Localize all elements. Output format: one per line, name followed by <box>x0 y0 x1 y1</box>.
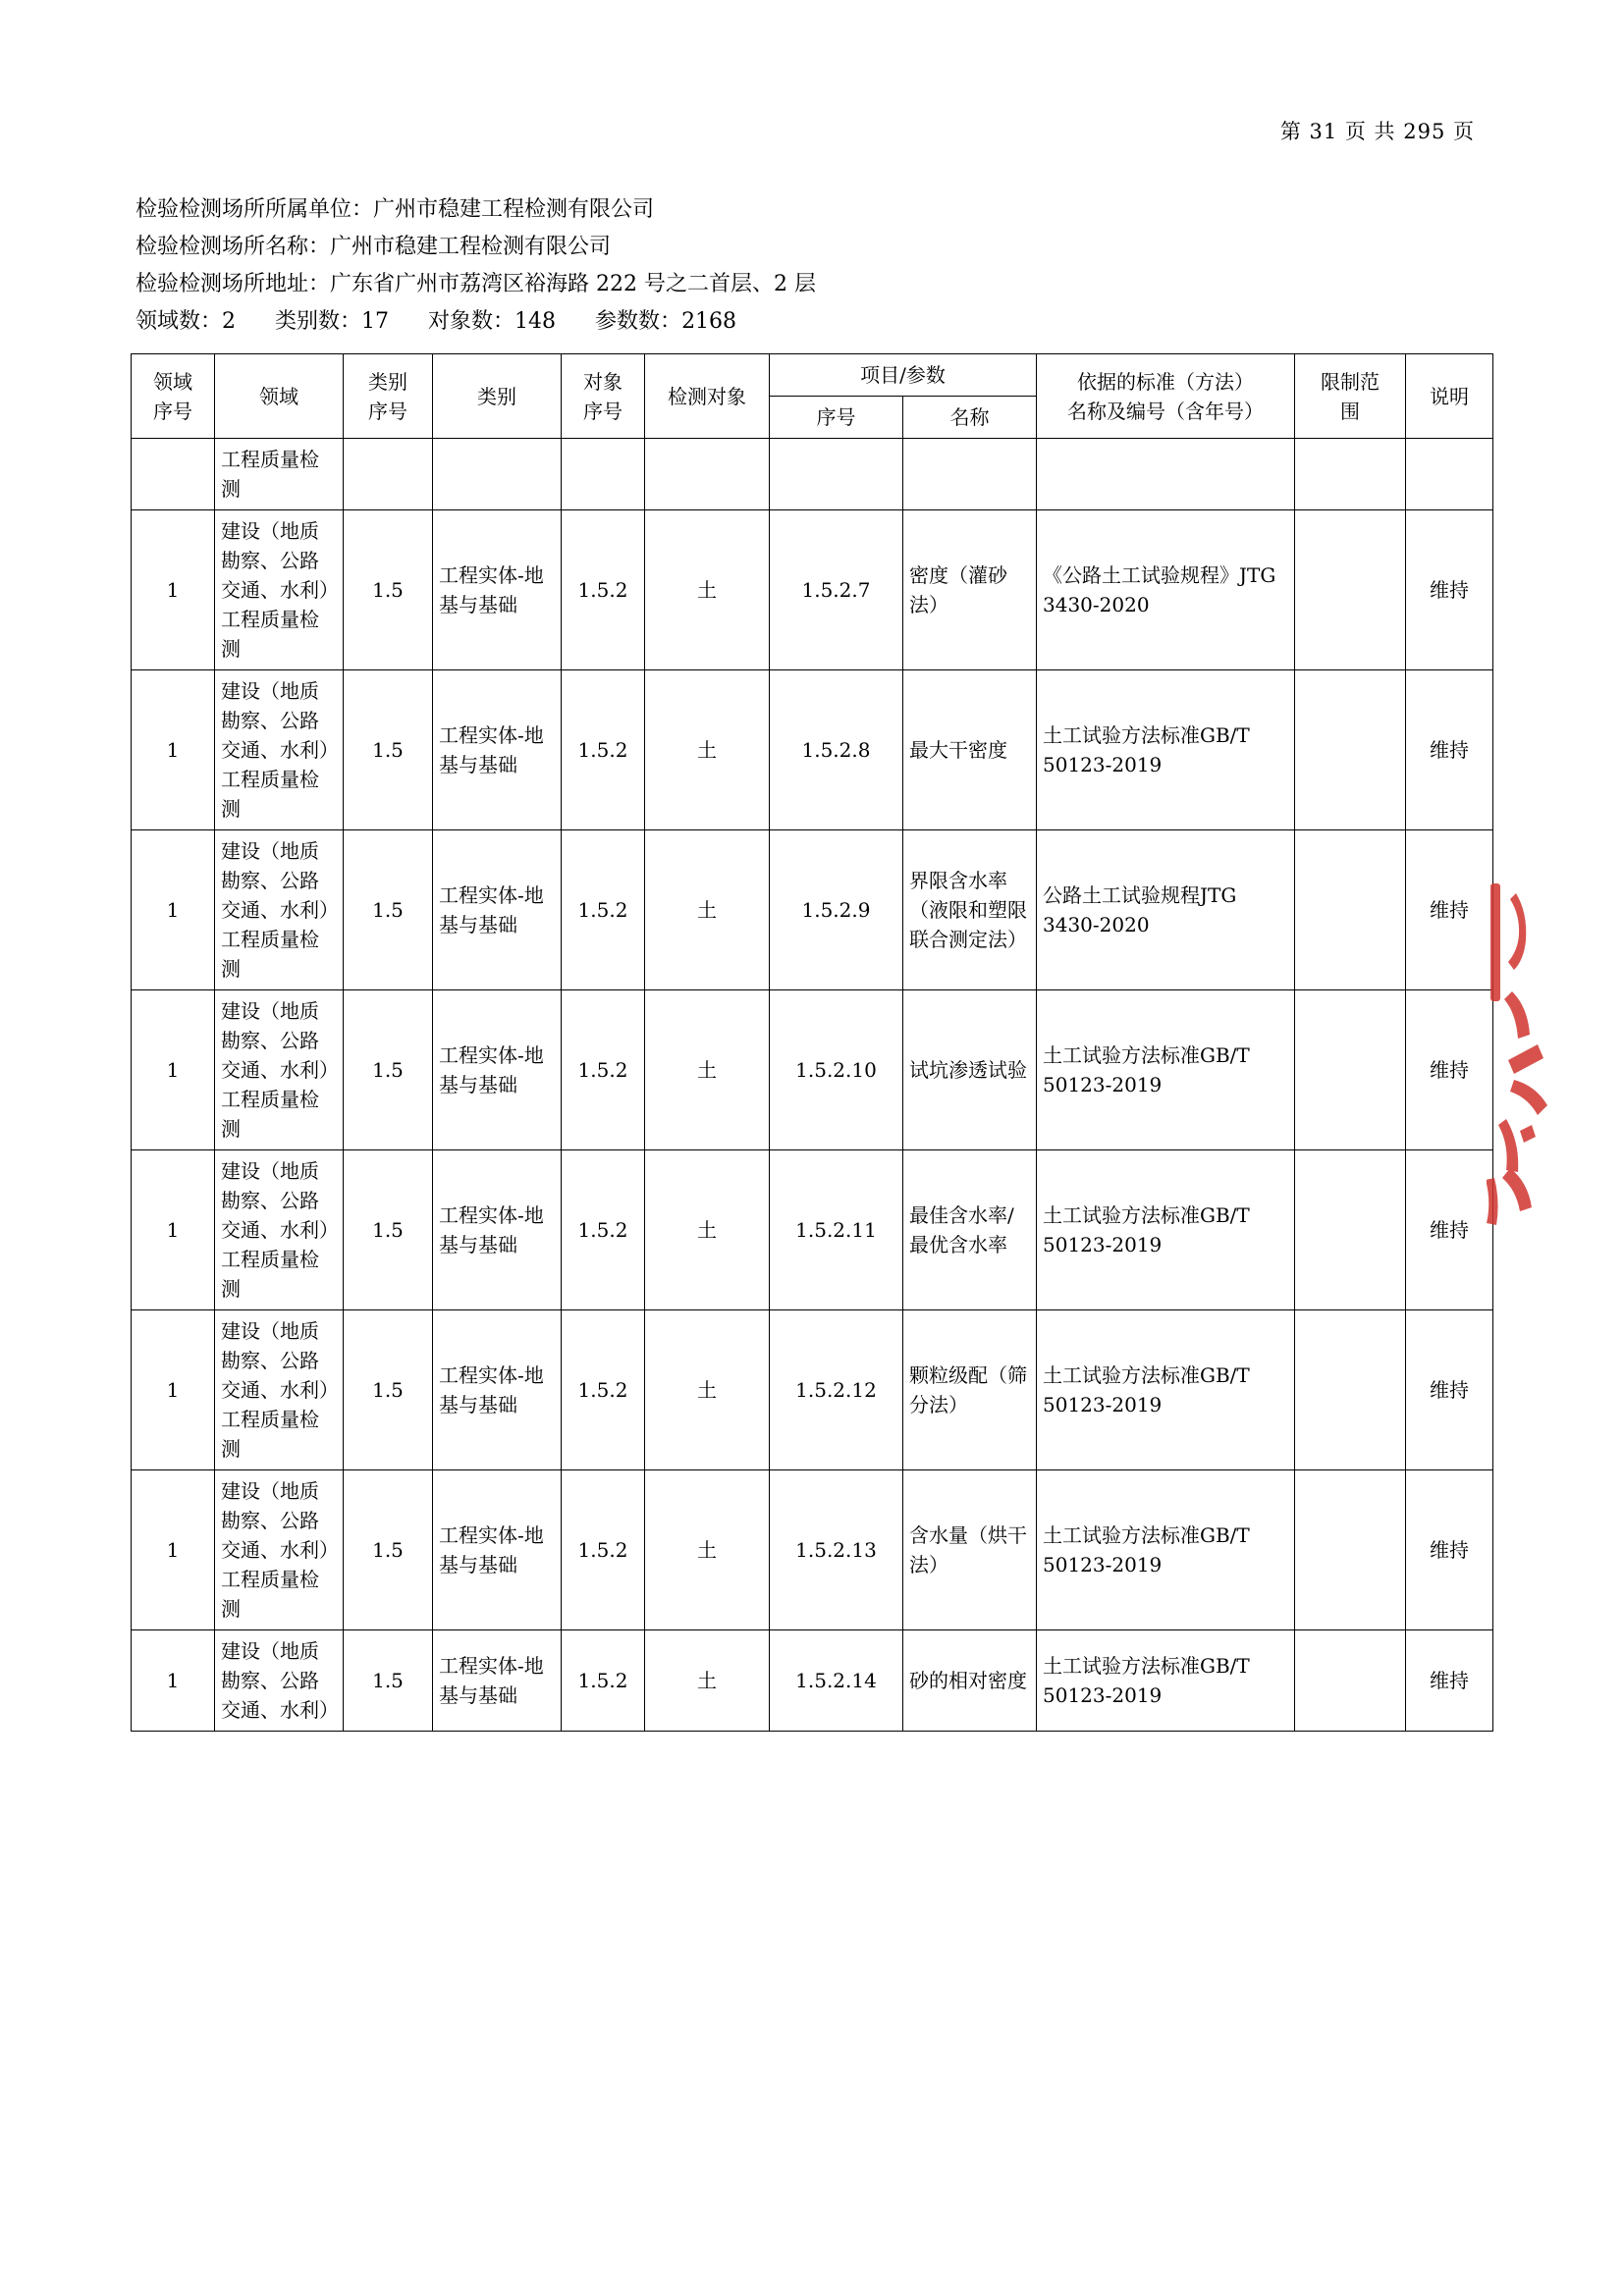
meta-site <box>135 229 816 266</box>
cell-range <box>1295 1310 1406 1470</box>
cell-param-index: 1.5.2.11 <box>770 1150 903 1310</box>
capability-table <box>131 353 1493 1732</box>
cell-category: 工程实体-地基与基础 <box>433 1150 562 1310</box>
table-row <box>132 1310 1493 1470</box>
cell-object: 土 <box>645 990 770 1150</box>
cell-param-index: 1.5.2.7 <box>770 510 903 670</box>
header-field: 领域 <box>215 354 344 439</box>
cell-field-index: 1 <box>132 990 215 1150</box>
cell-object: 土 <box>645 1150 770 1310</box>
cell-param-name <box>903 439 1037 510</box>
red-seal-stamp <box>1487 874 1604 1247</box>
cell-standard: 土工试验方法标准GB/T 50123-2019 <box>1037 1310 1295 1470</box>
cell-param-name: 密度（灌砂法） <box>903 510 1037 670</box>
count-categories <box>275 303 389 341</box>
table-row <box>132 1630 1493 1732</box>
cell-object: 土 <box>645 830 770 990</box>
cell-param-index: 1.5.2.13 <box>770 1470 903 1630</box>
table-head <box>132 354 1493 439</box>
cell-object: 土 <box>645 1470 770 1630</box>
cell-category-index: 1.5 <box>344 1630 433 1732</box>
cell-category-index: 1.5 <box>344 1150 433 1310</box>
header-standard: 依据的标准（方法） 名称及编号（含年号） <box>1037 354 1295 439</box>
cell-object: 土 <box>645 1630 770 1732</box>
header-note: 说明 <box>1406 354 1493 439</box>
cell-range <box>1295 990 1406 1150</box>
cell-note: 维持 <box>1406 830 1493 990</box>
count-objects <box>428 303 556 341</box>
count-params <box>595 303 736 341</box>
count-fields-value: 2 <box>222 309 237 334</box>
table-row <box>132 439 1493 510</box>
cell-range <box>1295 1150 1406 1310</box>
cell-object-index: 1.5.2 <box>562 830 645 990</box>
page-number-header: 第 31 页 共 295 页 <box>1279 120 1475 143</box>
count-fields <box>135 303 236 341</box>
cell-field: 工程质量检测 <box>215 439 344 510</box>
table-row <box>132 670 1493 830</box>
cell-note: 维持 <box>1406 510 1493 670</box>
cell-object: 土 <box>645 670 770 830</box>
cell-category: 工程实体-地基与基础 <box>433 1310 562 1470</box>
header-object-index: 对象 序号 <box>562 354 645 439</box>
cell-category: 工程实体-地基与基础 <box>433 990 562 1150</box>
cell-param-name: 界限含水率（液限和塑限联合测定法） <box>903 830 1037 990</box>
cell-object-index: 1.5.2 <box>562 1630 645 1732</box>
header-param-index: 序号 <box>770 397 903 439</box>
count-fields-label: 领域数： <box>135 309 223 334</box>
cell-object: 土 <box>645 1310 770 1470</box>
table-row <box>132 990 1493 1150</box>
cell-range <box>1295 830 1406 990</box>
count-categories-value: 17 <box>361 309 390 334</box>
cell-param-index: 1.5.2.10 <box>770 990 903 1150</box>
cell-object-index: 1.5.2 <box>562 510 645 670</box>
cell-note: 维持 <box>1406 1630 1493 1732</box>
cell-note: 维持 <box>1406 1310 1493 1470</box>
cell-category: 工程实体-地基与基础 <box>433 510 562 670</box>
cell-category-index: 1.5 <box>344 670 433 830</box>
cell-range <box>1295 1470 1406 1630</box>
cell-param-index: 1.5.2.8 <box>770 670 903 830</box>
cell-field: 建设（地质勘察、公路交通、水利）工程质量检测 <box>215 1470 344 1630</box>
cell-object-index: 1.5.2 <box>562 1470 645 1630</box>
cell-standard: 土工试验方法标准GB/T 50123-2019 <box>1037 990 1295 1150</box>
cell-standard: 土工试验方法标准GB/T 50123-2019 <box>1037 1630 1295 1732</box>
cell-object <box>645 439 770 510</box>
cell-category-index <box>344 439 433 510</box>
cell-range <box>1295 1630 1406 1732</box>
meta-unit-label: 检验检测场所所属单位： <box>135 197 374 222</box>
header-category: 类别 <box>433 354 562 439</box>
cell-field: 建设（地质勘察、公路交通、水利）工程质量检测 <box>215 990 344 1150</box>
header-range: 限制范 围 <box>1295 354 1406 439</box>
table-body <box>132 439 1493 1732</box>
cell-field: 建设（地质勘察、公路交通、水利）工程质量检测 <box>215 1310 344 1470</box>
cell-field: 建设（地质勘察、公路交通、水利）工程质量检测 <box>215 510 344 670</box>
count-params-label: 参数数： <box>595 309 682 334</box>
cell-category <box>433 439 562 510</box>
cell-range <box>1295 510 1406 670</box>
cell-field-index: 1 <box>132 1310 215 1470</box>
cell-field-index: 1 <box>132 1630 215 1732</box>
cell-note: 维持 <box>1406 1470 1493 1630</box>
table-header-row-1 <box>132 354 1493 397</box>
cell-param-name: 试坑渗透试验 <box>903 990 1037 1150</box>
cell-param-name: 最大干密度 <box>903 670 1037 830</box>
cell-standard: 土工试验方法标准GB/T 50123-2019 <box>1037 1470 1295 1630</box>
cell-object-index: 1.5.2 <box>562 1150 645 1310</box>
meta-unit <box>135 191 816 229</box>
cell-standard: 土工试验方法标准GB/T 50123-2019 <box>1037 1150 1295 1310</box>
cell-category: 工程实体-地基与基础 <box>433 670 562 830</box>
cell-range <box>1295 670 1406 830</box>
cell-category: 工程实体-地基与基础 <box>433 1470 562 1630</box>
cell-field: 建设（地质勘察、公路交通、水利） <box>215 1630 344 1732</box>
cell-category-index: 1.5 <box>344 1470 433 1630</box>
cell-note: 维持 <box>1406 990 1493 1150</box>
cell-range <box>1295 439 1406 510</box>
meta-address-value: 广东省广州市荔湾区裕海路 222 号之二首层、2 层 <box>330 272 816 296</box>
cell-param-name: 最佳含水率/最优含水率 <box>903 1150 1037 1310</box>
cell-note: 维持 <box>1406 1150 1493 1310</box>
cell-object-index: 1.5.2 <box>562 670 645 830</box>
count-objects-value: 148 <box>514 309 557 334</box>
meta-address <box>135 266 816 303</box>
cell-field: 建设（地质勘察、公路交通、水利）工程质量检测 <box>215 1150 344 1310</box>
count-params-value: 2168 <box>681 309 737 334</box>
cell-standard: 土工试验方法标准GB/T 50123-2019 <box>1037 670 1295 830</box>
cell-field: 建设（地质勘察、公路交通、水利）工程质量检测 <box>215 830 344 990</box>
cell-standard <box>1037 439 1295 510</box>
header-field-index: 领域 序号 <box>132 354 215 439</box>
cell-field-index: 1 <box>132 670 215 830</box>
cell-param-name: 颗粒级配（筛分法） <box>903 1310 1037 1470</box>
cell-category-index: 1.5 <box>344 1310 433 1470</box>
count-objects-label: 对象数： <box>428 309 515 334</box>
cell-field-index <box>132 439 215 510</box>
cell-param-index: 1.5.2.9 <box>770 830 903 990</box>
table-row <box>132 510 1493 670</box>
cell-category-index: 1.5 <box>344 990 433 1150</box>
cell-object-index: 1.5.2 <box>562 990 645 1150</box>
table-row <box>132 1470 1493 1630</box>
cell-category: 工程实体-地基与基础 <box>433 1630 562 1732</box>
cell-note: 维持 <box>1406 670 1493 830</box>
cell-object: 土 <box>645 510 770 670</box>
cell-standard: 《公路土工试验规程》JTG 3430-2020 <box>1037 510 1295 670</box>
count-categories-label: 类别数： <box>275 309 362 334</box>
cell-standard: 公路土工试验规程JTG 3430-2020 <box>1037 830 1295 990</box>
cell-note <box>1406 439 1493 510</box>
meta-counts <box>135 303 816 341</box>
cell-param-index <box>770 439 903 510</box>
meta-site-value: 广州市稳建工程检测有限公司 <box>330 235 612 259</box>
cell-object-index: 1.5.2 <box>562 1310 645 1470</box>
table-row <box>132 1150 1493 1310</box>
header-param-group: 项目/参数 <box>770 354 1037 397</box>
cell-param-name: 砂的相对密度 <box>903 1630 1037 1732</box>
header-param-name: 名称 <box>903 397 1037 439</box>
cell-param-name: 含水量（烘干法） <box>903 1470 1037 1630</box>
meta-address-label: 检验检测场所地址： <box>135 272 331 296</box>
header-object: 检测对象 <box>645 354 770 439</box>
document-meta <box>135 191 816 341</box>
cell-param-index: 1.5.2.14 <box>770 1630 903 1732</box>
meta-site-label: 检验检测场所名称： <box>135 235 331 259</box>
header-category-index: 类别 序号 <box>344 354 433 439</box>
cell-category-index: 1.5 <box>344 510 433 670</box>
cell-object-index <box>562 439 645 510</box>
cell-field-index: 1 <box>132 830 215 990</box>
cell-category-index: 1.5 <box>344 830 433 990</box>
table-row <box>132 830 1493 990</box>
cell-field-index: 1 <box>132 510 215 670</box>
cell-field: 建设（地质勘察、公路交通、水利）工程质量检测 <box>215 670 344 830</box>
cell-param-index: 1.5.2.12 <box>770 1310 903 1470</box>
cell-field-index: 1 <box>132 1470 215 1630</box>
cell-category: 工程实体-地基与基础 <box>433 830 562 990</box>
meta-unit-value: 广州市稳建工程检测有限公司 <box>373 197 655 222</box>
cell-field-index: 1 <box>132 1150 215 1310</box>
